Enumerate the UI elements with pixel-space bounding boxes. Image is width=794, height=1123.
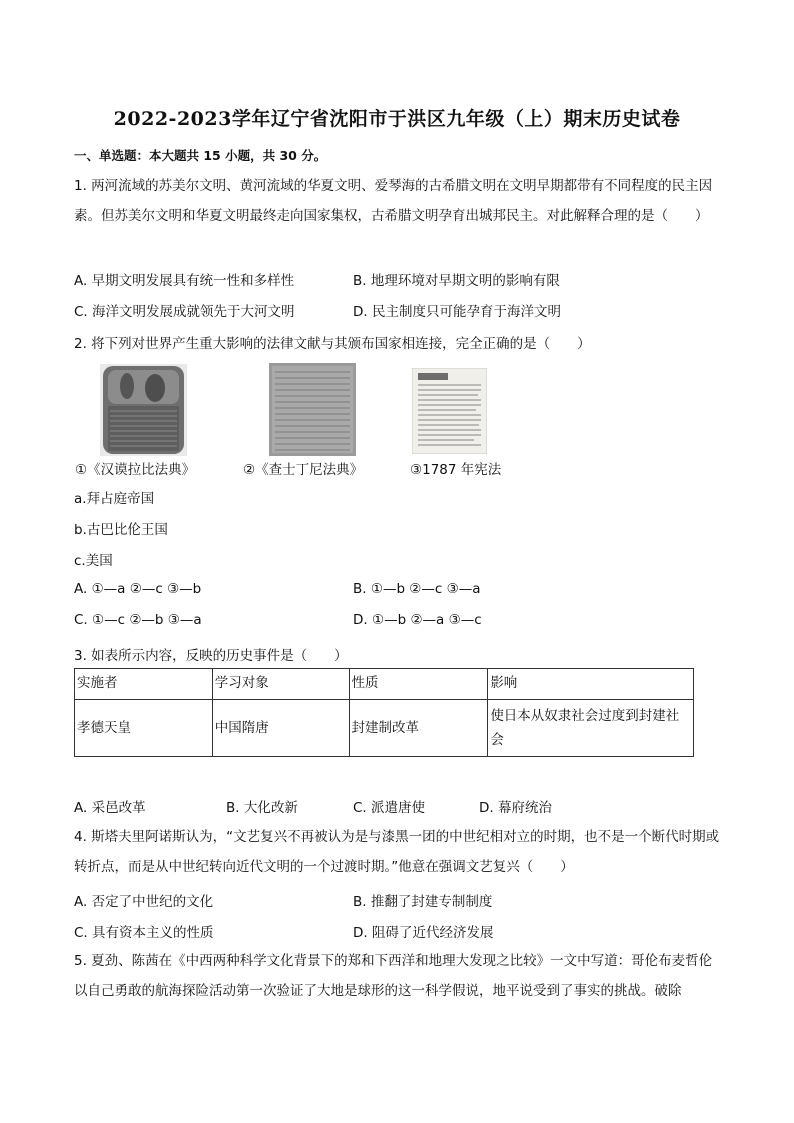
q2-item-a: a.拜占庭帝国 bbox=[74, 491, 155, 507]
q1-option-d[interactable]: D. 民主制度只可能孕育于海洋文明 bbox=[353, 304, 561, 320]
q3-option-b[interactable]: B. 大化改新 bbox=[226, 800, 298, 816]
table-header-cell: 影响 bbox=[488, 669, 694, 700]
table-cell: 孝德天皇 bbox=[75, 700, 213, 757]
q1-option-c[interactable]: C. 海洋文明发展成就领先于大河文明 bbox=[74, 304, 295, 320]
q2-option-c[interactable]: C. ①—c ②—b ③—a bbox=[74, 612, 202, 628]
q3-option-a[interactable]: A. 采邑改革 bbox=[74, 800, 146, 816]
q3-table bbox=[74, 668, 694, 757]
q4-option-b[interactable]: B. 推翻了封建专制制度 bbox=[353, 894, 493, 910]
question-1-stem: 1. 两河流域的苏美尔文明、黄河流域的华夏文明、爱琴海的古希腊文明在文明早期都带有不同程度的民主因素。但苏美尔文明和华夏文明最终走向国家集权，古希腊文明孕育出城邦民主。对此解释合理的是（ ） bbox=[74, 178, 713, 224]
question-2-stem: 2. 将下列对世界产生重大影响的法律文献与其颁布国家相连接，完全正确的是（ ） bbox=[74, 336, 591, 352]
justinian-code-image bbox=[269, 363, 356, 456]
q4-option-c[interactable]: C. 具有资本主义的性质 bbox=[74, 925, 214, 941]
us-constitution-image bbox=[412, 368, 487, 454]
table-header-cell: 学习对象 bbox=[212, 669, 349, 700]
exam-title: 2022-2023学年辽宁省沈阳市于洪区九年级（上）期末历史试卷 bbox=[113, 108, 681, 130]
caption-hammurabi: ①《汉谟拉比法典》 bbox=[75, 462, 196, 478]
table-cell: 中国隋唐 bbox=[212, 700, 349, 757]
section-heading: 一、单选题：本大题共 15 小题，共 30 分。 bbox=[74, 148, 327, 163]
q2-item-b: b.古巴比伦王国 bbox=[74, 522, 168, 538]
caption-constitution: ③1787 年宪法 bbox=[410, 462, 502, 478]
q4-option-d[interactable]: D. 阻碍了近代经济发展 bbox=[353, 925, 494, 941]
table-cell: 使日本从奴隶社会过度到封建社会 bbox=[488, 700, 694, 757]
q4-option-a[interactable]: A. 否定了中世纪的文化 bbox=[74, 894, 214, 910]
table-cell: 封建制改革 bbox=[349, 700, 488, 757]
q3-option-c[interactable]: C. 派遣唐使 bbox=[353, 800, 426, 816]
q1-option-b[interactable]: B. 地理环境对早期文明的影响有限 bbox=[353, 273, 560, 289]
q2-option-d[interactable]: D. ①—b ②—a ③—c bbox=[353, 612, 482, 628]
question-3-stem: 3. 如表所示内容，反映的历史事件是（ ） bbox=[74, 648, 348, 664]
hammurabi-stele-image bbox=[100, 364, 187, 456]
table-row bbox=[75, 700, 694, 757]
q1-option-a[interactable]: A. 早期文明发展具有统一性和多样性 bbox=[74, 273, 295, 289]
q2-option-a[interactable]: A. ①—a ②—c ③—b bbox=[74, 581, 202, 597]
q2-option-b[interactable]: B. ①—b ②—c ③—a bbox=[353, 581, 481, 597]
table-header-cell: 性质 bbox=[349, 669, 488, 700]
q3-option-d[interactable]: D. 幕府统治 bbox=[479, 800, 552, 816]
question-4-stem: 4. 斯塔夫里阿诺斯认为，“文艺复兴不再被认为是与漆黑一团的中世纪相对立的时期，也不是一个断代时期或转折点，而是从中世纪转向近代文明的一个过渡时期。”他意在强调文艺复兴（ ） bbox=[74, 829, 720, 875]
caption-justinian: ②《查士丁尼法典》 bbox=[243, 462, 364, 478]
table-header-cell: 实施者 bbox=[75, 669, 213, 700]
q2-item-c: c.美国 bbox=[74, 553, 113, 569]
question-5-stem: 5. 夏劲、陈茜在《中西两种科学文化背景下的郑和下西洋和地理大发现之比较》一文中写道：哥伦布麦哲伦以自己勇敢的航海探险活动第一次验证了大地是球形的这一科学假说，地平说受到了事实的挑战。破除 bbox=[74, 953, 713, 999]
table-header-row bbox=[75, 669, 694, 700]
